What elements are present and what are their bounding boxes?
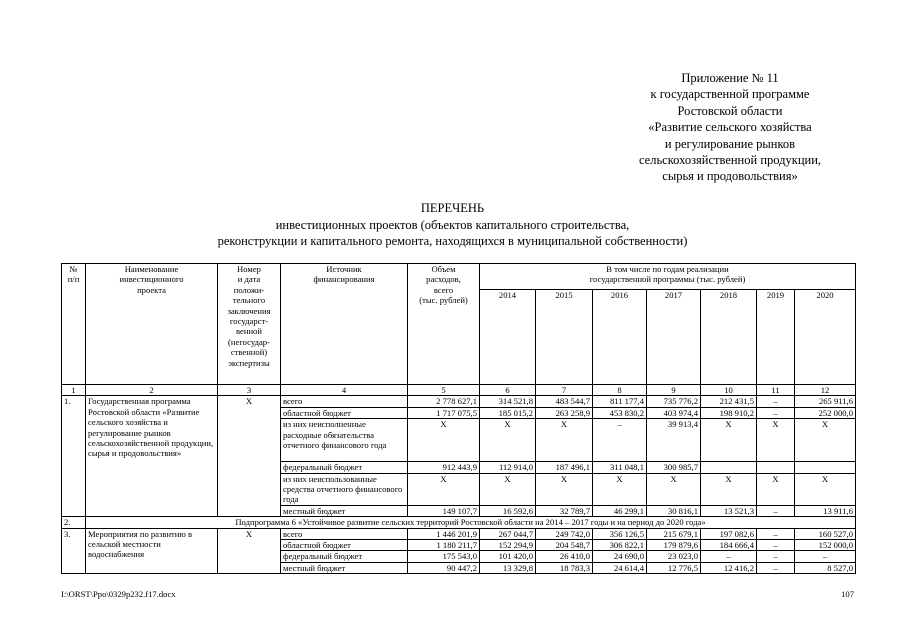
subprogram-row <box>62 517 856 528</box>
year-cell: 16 592,6 <box>480 505 536 516</box>
year-cell: 101 420,0 <box>480 551 536 562</box>
header-year: 2020 <box>795 290 856 385</box>
total-cell: 1 446 201,9 <box>408 528 480 539</box>
source-cell: федеральный бюджет <box>281 462 408 473</box>
column-number: 10 <box>701 385 757 396</box>
total-cell: 175 543,0 <box>408 551 480 562</box>
year-cell: 314 521,8 <box>480 396 536 407</box>
table-row <box>62 528 856 539</box>
year-cell: 249 742,0 <box>536 528 593 539</box>
total-cell: 1 180 211,7 <box>408 540 480 551</box>
total-cell: 149 107,7 <box>408 505 480 516</box>
appendix-line: и регулирование рынков <box>664 136 796 151</box>
appendix-line: Приложение № 11 <box>681 71 779 85</box>
appendix-line: к государственной программе <box>650 87 810 102</box>
column-number: 8 <box>593 385 647 396</box>
year-cell: 26 410,0 <box>536 551 593 562</box>
document-title <box>0 200 905 250</box>
year-cell: – <box>757 396 795 407</box>
column-number: 2 <box>86 385 218 396</box>
total-cell: Х <box>408 419 480 462</box>
year-cell: 152 294,9 <box>480 540 536 551</box>
header-year: 2014 <box>480 290 536 385</box>
year-cell: 215 679,1 <box>647 528 701 539</box>
appendix-line: сельскохозяйственной продукции, <box>638 153 822 168</box>
measure-expertise: Х <box>218 528 281 574</box>
year-cell: 265 911,6 <box>795 396 856 407</box>
year-cell: 13 521,3 <box>701 505 757 516</box>
measure-num: 3. <box>62 528 86 574</box>
header-source: Источник финансирования <box>281 264 408 385</box>
total-cell: 2 778 627,1 <box>408 396 480 407</box>
year-cell: 24 690,0 <box>593 551 647 562</box>
source-cell: из них неиспользованные средства отчетного финансового года <box>281 473 408 505</box>
year-cell: – <box>757 407 795 418</box>
year-cell: 18 783,3 <box>536 562 593 573</box>
total-cell: 912 443,9 <box>408 462 480 473</box>
year-cell: 453 830,2 <box>593 407 647 418</box>
year-cell: Х <box>593 473 647 505</box>
year-cell: 160 527,0 <box>795 528 856 539</box>
year-cell: Х <box>647 473 701 505</box>
year-cell <box>757 462 795 473</box>
year-cell: 483 544,7 <box>536 396 593 407</box>
year-cell: 811 177,4 <box>593 396 647 407</box>
year-cell: 198 910,2 <box>701 407 757 418</box>
source-cell: областной бюджет <box>281 407 408 418</box>
year-cell: 12 776,5 <box>647 562 701 573</box>
year-cell: Х <box>701 473 757 505</box>
column-number: 9 <box>647 385 701 396</box>
footer-page-number: 107 <box>841 589 854 599</box>
year-cell <box>701 462 757 473</box>
appendix-line: Ростовской области <box>677 103 783 118</box>
investment-projects-table <box>61 263 856 574</box>
column-number: 11 <box>757 385 795 396</box>
year-cell: 46 299,1 <box>593 505 647 516</box>
source-cell: областной бюджет <box>281 540 408 551</box>
header-year: 2018 <box>701 290 757 385</box>
year-cell: – <box>593 419 647 462</box>
column-number: 7 <box>536 385 593 396</box>
subprogram-num: 2. <box>62 517 86 528</box>
year-cell: 306 822,1 <box>593 540 647 551</box>
year-cell: 12 416,2 <box>701 562 757 573</box>
header-year: 2016 <box>593 290 647 385</box>
year-cell: 13 911,6 <box>795 505 856 516</box>
year-cell: Х <box>536 419 593 462</box>
year-cell: – <box>757 528 795 539</box>
header-year: 2019 <box>757 290 795 385</box>
year-cell: – <box>757 562 795 573</box>
header-year: 2017 <box>647 290 701 385</box>
header-expertise: Номер и дата положи- тельного заключения государст- венной (негосудар- ственной) экспертизы <box>218 264 281 385</box>
year-cell: 356 126,5 <box>593 528 647 539</box>
year-cell: – <box>701 551 757 562</box>
column-number: 6 <box>480 385 536 396</box>
measure-name: Мероприятия по развитию в сельской местности водоснабжения <box>86 528 218 574</box>
column-number: 1 <box>62 385 86 396</box>
year-cell: – <box>757 540 795 551</box>
year-cell: 30 816,1 <box>647 505 701 516</box>
year-cell: 300 985,7 <box>647 462 701 473</box>
header-num: № п/п <box>62 264 86 385</box>
total-cell: 90 447,2 <box>408 562 480 573</box>
source-cell: федеральный бюджет <box>281 551 408 562</box>
year-cell: 403 974,4 <box>647 407 701 418</box>
total-cell: 1 717 075,5 <box>408 407 480 418</box>
footer-file-path: I:\ORST\Ppo\0329p232.f17.docx <box>61 589 176 599</box>
appendix-line: «Развитие сельского хозяйства <box>648 120 812 135</box>
year-cell: 24 614,4 <box>593 562 647 573</box>
title-main: ПЕРЕЧЕНЬ <box>420 201 485 215</box>
year-cell: 204 548,7 <box>536 540 593 551</box>
year-cell: 152 000,0 <box>795 540 856 551</box>
header-volume: Объем расходов, всего (тыс. рублей) <box>408 264 480 385</box>
table-row <box>62 396 856 407</box>
year-cell: 185 015,2 <box>480 407 536 418</box>
header-row <box>62 264 856 290</box>
column-number: 4 <box>281 385 408 396</box>
year-cell: Х <box>757 473 795 505</box>
program-num: 1. <box>62 396 86 517</box>
source-cell: местный бюджет <box>281 505 408 516</box>
title-line: реконструкции и капитального ремонта, находящихся в муниципальной собственности) <box>217 234 688 248</box>
year-cell <box>795 462 856 473</box>
column-number: 3 <box>218 385 281 396</box>
year-cell: Х <box>701 419 757 462</box>
year-cell: Х <box>795 419 856 462</box>
column-number: 12 <box>795 385 856 396</box>
year-cell: 112 914,0 <box>480 462 536 473</box>
year-cell: 311 048,1 <box>593 462 647 473</box>
source-cell: всего <box>281 528 408 539</box>
year-cell: Х <box>480 473 536 505</box>
column-numbers-row <box>62 385 856 396</box>
header-year: 2015 <box>536 290 593 385</box>
year-cell: – <box>757 505 795 516</box>
source-cell: всего <box>281 396 408 407</box>
year-cell: 735 776,2 <box>647 396 701 407</box>
year-cell: 197 082,6 <box>701 528 757 539</box>
total-cell: Х <box>408 473 480 505</box>
year-cell: Х <box>480 419 536 462</box>
source-cell: из них неисполненные расходные обязательства отчетного финансового года <box>281 419 408 462</box>
title-line: инвестиционных проектов (объектов капитального строительства, <box>275 217 630 232</box>
header-name: Наименование инвестиционного проекта <box>86 264 218 385</box>
subprogram-title: Подпрограмма 6 «Устойчивое развитие сельских территорий Ростовской области на 2014 – 2017 годы и на период до 2020 года» <box>86 517 856 528</box>
year-cell: 39 913,4 <box>647 419 701 462</box>
year-cell: 267 044,7 <box>480 528 536 539</box>
appendix-block <box>560 70 900 185</box>
year-cell: 8 527,0 <box>795 562 856 573</box>
year-cell: 252 000,0 <box>795 407 856 418</box>
year-cell: 263 258,9 <box>536 407 593 418</box>
year-cell: – <box>795 551 856 562</box>
year-cell: 187 496,1 <box>536 462 593 473</box>
program-expertise: Х <box>218 396 281 517</box>
year-cell: Х <box>757 419 795 462</box>
program-name: Государственная программа Ростовской области «Развитие сельского хозяйства и регулирование рынков сельскохозяйственной продукции, сырья и продовольствия» <box>86 396 218 517</box>
column-number: 5 <box>408 385 480 396</box>
year-cell: 23 023,0 <box>647 551 701 562</box>
year-cell: Х <box>536 473 593 505</box>
year-cell: 179 879,6 <box>647 540 701 551</box>
appendix-line: сырья и продовольствия» <box>662 169 798 184</box>
year-cell: 32 789,7 <box>536 505 593 516</box>
source-cell: местный бюджет <box>281 562 408 573</box>
year-cell: Х <box>795 473 856 505</box>
year-cell: – <box>757 551 795 562</box>
year-cell: 184 666,4 <box>701 540 757 551</box>
year-cell: 13 329,8 <box>480 562 536 573</box>
year-cell: 212 431,5 <box>701 396 757 407</box>
header-years-caption: В том числе по годам реализации государственной программы (тыс. рублей) <box>480 264 856 290</box>
